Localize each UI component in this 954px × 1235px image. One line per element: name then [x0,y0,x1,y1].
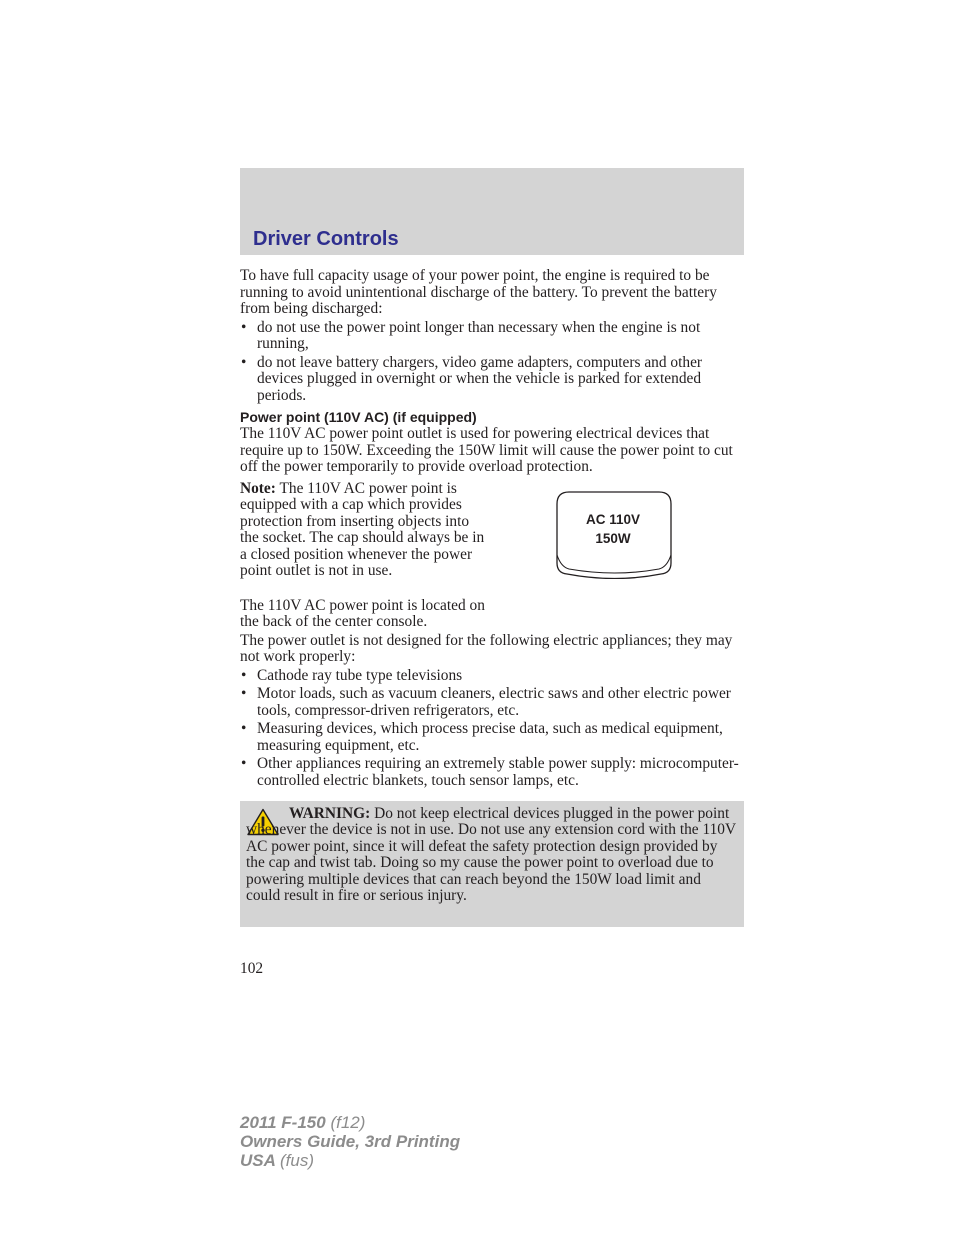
warning-text-block [246,806,738,904]
section-header-band [240,168,744,255]
footer-region-code: (fus) [280,1151,314,1170]
power-point-rating-label [555,510,671,548]
warning-text: Do not keep electrical devices plugged in the power point whenever the device is not in use. Do not use any extension cord with the 110V AC power point, since it will defeat the safety protection design provided by the cap and twist tab. Doing so my cause the power point to overload due to powering multiple devices that can reach beyond the 150W load limit and could result in fire or serious injury. [246,805,736,905]
location-paragraph: The 110V AC power point is located on the back of the center console. [240,596,485,630]
rating-voltage: AC 110V [585,511,641,527]
footer-line-2: Owners Guide, 3rd Printing [240,1132,461,1151]
list-item: • Motor loads, such as vacuum cleaners, electric saws and other electric power tools, compressor-driven refrigerators, etc. [240,686,744,719]
note-label: Note: [240,479,276,497]
footer-region: USA [240,1151,276,1170]
warning-box [240,801,744,927]
section-title: Driver Controls [253,228,399,250]
note-text: The 110V AC power point is equipped with a cap which provides protection from inserting objects into the socket. The cap should always be in a closed position whenever the power point outlet is not in use. [240,479,485,579]
intro-bullet-list [240,320,744,405]
intro-paragraph: To have full capacity usage of your power point, the engine is required to be running to avoid unintentional discharge of the battery. To prevent the battery from being discharged: [240,267,717,317]
note-row [240,481,744,598]
footer-model: 2011 F-150 [240,1113,326,1132]
list-item: • do not leave battery chargers, video game adapters, computers and other devices plugged in overnight or when the vehicle is parked for extended periods. [240,355,744,405]
footer-line-1 [240,1113,460,1132]
page-number: 102 [240,960,264,977]
list-item: • do not use the power point longer than necessary when the engine is not running, [240,320,744,353]
warning-label: WARNING: [289,805,371,822]
list-item: • Other appliances requiring an extremely stable power supply: microcomputer-controlled electric blankets, touch sensor lamps, etc. [240,756,744,789]
rating-wattage: 150W [595,530,631,546]
list-item: • Measuring devices, which process precise data, such as medical equipment, measuring equipment, etc. [240,721,744,754]
note-block [240,481,490,580]
list-item: • Cathode ray tube type televisions [240,668,744,685]
section-heading: Power point (110V AC) (if equipped) [240,409,477,425]
footer-model-code: (f12) [330,1113,366,1132]
power-point-paragraph: The 110V AC power point outlet is used for powering electrical devices that require up to 150W. Exceeding the 150W limit will cause the power point to cut off the power temporarily to provide overload protection. [240,425,733,475]
footer-line-3 [240,1151,460,1170]
footer [240,1113,460,1170]
main-content [240,268,744,789]
power-point-label-figure [555,491,673,579]
not-designed-paragraph: The power outlet is not designed for the following electric appliances; they may not work properly: [240,631,733,665]
appliance-bullet-list [240,668,744,790]
